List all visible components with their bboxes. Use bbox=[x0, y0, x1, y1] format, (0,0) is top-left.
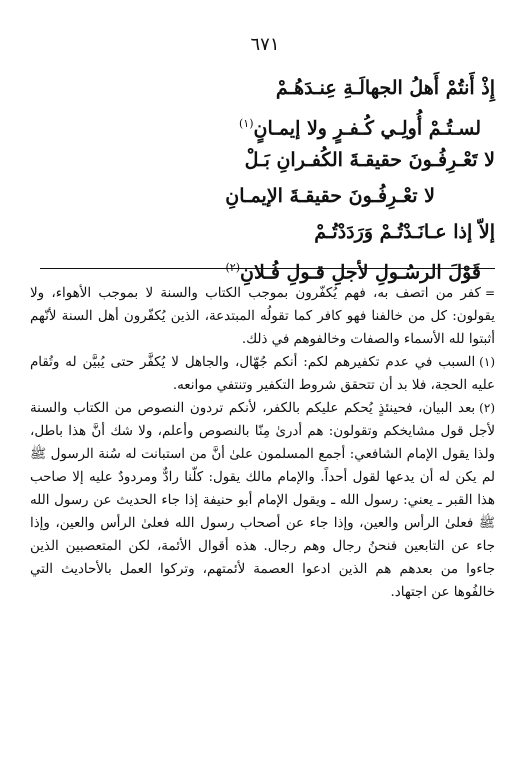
footnote-2: (٢)بعد البيان، فحينئذٍ يُحكم عليكم بالكفر، لأنكم تردون النصوص من الكتاب والسنة لأجل قول مشايخكم وتقولون: هم أدرىٰ مِنّا بالنصوص وأعلم، ولا شك أنَّ هذا باطل، ولذا يقول الإمام الشافعي: أجمع المسلمون علىٰ أنَّ من استبانت له سُنة الرسول ﷺ لم يكن له أن يدعها لقول أحداً. والإمام مالك يقول: كلّنا رادٌّ ومردودٌ عليه إلا صاحب هذا القبر ـ يعني: رسول الله ـ ويقول الإمام أبو حنيفة إذا جاء الحديث عن رسول الله ﷺ فعلىٰ الرأس والعين، وإذا جاء عن أصحاب رسول الله فعلىٰ الرأس والعين، وإذا جاء عن التابعين فنحنُ رجال وهم رجال. هذه أقوال الأئمة، لكن المتعصبين الذين جاءوا من بعدهم هم الذين ادعوا العصمة لأئمتهم، وتركوا العمل بالأحاديث التي خالفُوها عن اجتهاد. bbox=[30, 397, 495, 604]
poem-verses bbox=[40, 70, 495, 286]
footnote-ref-2[interactable]: (٢) bbox=[225, 261, 240, 274]
verse-line-2: لسـتُـمْ أُولِـي كُـفـرٍ ولا إيمـانٍ$^{(١)}$ bbox=[238, 117, 481, 140]
page-number: ٦٧١ bbox=[250, 34, 280, 55]
footnote-continuation: =كفر من اتصف به، فهم يُكفّرون بموجب الكتاب والسنة لا بموجب الأهواء، ولا يقولون: كل من خالفنا فهو كافر كما تقولُه المبتدعة، الذين يُكفّرون أهل السنة لأنّهم أثبتوا لله الأسماء والصفات وخالفوهم في ذلك. bbox=[30, 282, 495, 351]
verse-line-5: إلاّ إذا عـانَـدْتُـمْ وَرَدَدْتُـمْ bbox=[314, 221, 495, 243]
verse-line-3: لا تَعْـرِفُـونَ حقيقـةَ الكُفـرانِ بَـلْ bbox=[244, 149, 495, 171]
footnote-ref-1[interactable]: (١) bbox=[238, 117, 254, 130]
verse-line-4: لا تعْـرِفُـونَ حقيقـةَ الإيمـانِ bbox=[225, 185, 435, 207]
footnote-2-marker: (٢) bbox=[479, 401, 495, 415]
footnote-divider bbox=[40, 268, 495, 269]
verse-line-6: قَوْلَ الرسُـولِ لأجلِ قـولِ فُـلانِ$^{(٢)}$ bbox=[225, 261, 481, 284]
continuation-marker: = bbox=[484, 286, 495, 300]
footnotes bbox=[30, 282, 495, 604]
verse-line-1: إِذْ أَنتُمْ أَهلُ الجهالَـةِ عِنـدَهُـمْ bbox=[275, 77, 495, 99]
footnote-1-marker: (١) bbox=[479, 355, 495, 369]
footnote-1: (١)السبب في عدم تكفيرهم لكم: أنكم جُهّال، والجاهل لا يُكفَّر حتى يُبيَّن له وتُقام عليه الحجة، فلا بد أن تتحقق شروط التكفير وتنتفي موانعه. bbox=[30, 351, 495, 397]
